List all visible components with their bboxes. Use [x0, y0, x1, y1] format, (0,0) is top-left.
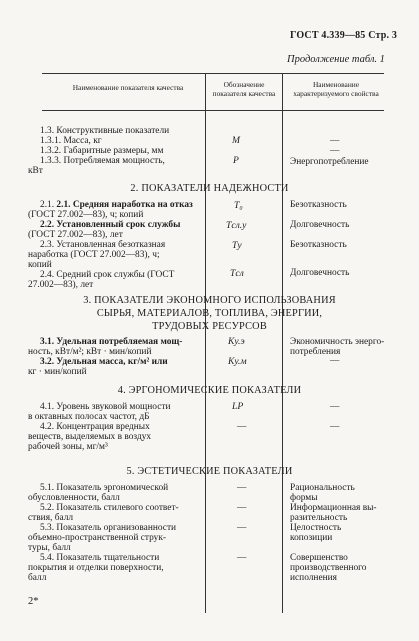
row-2-4-line2: 27.002—83), лет — [28, 280, 94, 290]
property-energy-economy-2: потребления — [290, 347, 341, 357]
row-1-3-3 — [40, 156, 200, 167]
symbol-failure-free: Tу — [232, 240, 242, 251]
table-top-rule — [42, 73, 384, 74]
row-3-2-line1: 3.2. Удельная масса, кг/м² или — [40, 357, 168, 367]
property-energy-economy-1: Экономичность энерго- — [290, 337, 385, 347]
row-2-3-line2: наработка (ГОСТ 27.002—83), ч; — [28, 250, 160, 260]
symbol-ergonomic-conditioning: — — [237, 483, 247, 493]
page-mark: 2* — [28, 596, 39, 607]
row-3-1-line1: 3.1. Удельная потребляемая мощ- — [40, 337, 183, 347]
property-power: Энергопотребление — [290, 157, 369, 167]
header-property-name: Наименование характеризуемого свойства — [293, 80, 379, 98]
row-2-1-line2: (ГОСТ 27.002—83), ч; копий — [28, 210, 144, 220]
symbol-sound-power: LP — [232, 401, 244, 412]
symbol-specific-power: Kу.э — [228, 336, 245, 347]
row-4-2-line3: рабочей зоны, мг/м³ — [28, 442, 108, 452]
row-4-1-line1: 4.1. Уровень звуковой мощности — [40, 402, 171, 412]
row-5-4-line2: покрытия и отделки поверхности, — [28, 563, 164, 573]
property-integrity-1: Целостность — [290, 523, 342, 533]
symbol-average-life: Tсл — [230, 268, 244, 279]
property-rationality-2: формы — [290, 493, 318, 503]
symbol-concentration: — — [237, 422, 247, 432]
row-1-3-1: 1.3.1. Масса, кг — [40, 136, 102, 146]
property-perfection-3: исполнения — [290, 573, 337, 583]
row-2-2-line1: 2.2. Установленный срок службы — [40, 220, 181, 230]
symbol-service-life: Tсл.у — [226, 220, 247, 231]
row-2-1-line1: 2.1. 2.1. Средняя наработка на отказ — [40, 200, 193, 210]
property-integrity-2: копозиции — [290, 533, 333, 543]
header-indicator-symbol: Обозначение показателя качества — [212, 80, 276, 98]
document-code: ГОСТ 4.339—85 Стр. 3 — [290, 30, 398, 41]
symbol-power: P — [233, 155, 239, 166]
row-5-3-line3: туры, балл — [28, 543, 71, 553]
section-title-economy-2: СЫРЬЯ, МАТЕРИАЛОВ, ТОПЛИВА, ЭНЕРГИИ, — [96, 308, 323, 319]
property-perfection-1: Совершенство — [290, 553, 348, 563]
symbol-mass: M — [232, 135, 240, 146]
section-title-aesthetic: 5. ЭСТЕТИЧЕСКИЕ ПОКАЗАТЕЛИ — [126, 466, 293, 477]
row-1-3: 1.3. Конструктивные показатели — [40, 126, 170, 136]
row-5-3-line1: 5.3. Показатель организованности — [40, 523, 177, 533]
symbol-specific-mass: Kу.м — [228, 356, 247, 367]
row-4-1-line2: в октавных полосах частот, дБ — [28, 412, 150, 422]
property-informativeness-2: разительность — [290, 513, 348, 523]
row-1-3-3-line1: 1.3.3. Потребляемая мощность, — [40, 156, 165, 166]
symbol-style: — — [237, 503, 247, 513]
property-size: — — [330, 146, 340, 156]
symbol-mtbf: T₀ — [234, 200, 243, 211]
table-header-rule — [42, 110, 384, 111]
property-rationality-1: Рациональность — [290, 483, 355, 493]
row-5-4-line1: 5.4. Показатель тщательности — [40, 553, 160, 563]
property-mass-economy: — — [330, 356, 340, 366]
symbol-organization: — — [237, 523, 247, 533]
row-5-2-line1: 5.2. Показатель стилевого соответ- — [40, 503, 179, 513]
column-divider-2 — [282, 73, 283, 613]
column-divider-1 — [205, 73, 206, 613]
row-5-3-line2: объемно-пространственной струк- — [28, 533, 167, 543]
property-durability-2: Долговечность — [290, 268, 350, 278]
row-4-2-line1: 4.2. Концентрация вредных — [40, 422, 150, 432]
property-sound: — — [330, 402, 340, 412]
row-3-1-line2: ность, кВт/м²; кВт · мин/копий — [28, 347, 152, 357]
property-perfection-2: производственного — [290, 563, 367, 573]
symbol-finish: — — [237, 553, 247, 563]
row-4-2-line2: веществ, выделяемых в воздух — [28, 432, 152, 442]
row-2-3-line3: копий — [28, 260, 52, 270]
row-1-3-3-unit: кВт — [28, 166, 43, 176]
section-title-economy-3: ТРУДОВЫХ РЕСУРСОВ — [152, 321, 267, 332]
section-title-reliability: 2. ПОКАЗАТЕЛИ НАДЕЖНОСТИ — [130, 183, 289, 194]
row-5-2-line2: ствия, балл — [28, 513, 74, 523]
row-2-4-line1: 2.4. Средний срок службы (ГОСТ — [40, 270, 175, 280]
property-informativeness-1: Информационная вы- — [290, 503, 377, 513]
row-5-4-line3: балл — [28, 573, 47, 583]
header-indicator-name: Наименование показателя качества — [72, 83, 184, 92]
row-5-1-line1: 5.1. Показатель эргономической — [40, 483, 169, 493]
property-reliability-2: Безотказность — [290, 240, 347, 250]
row-1-3-2: 1.3.2. Габаритные размеры, мм — [40, 146, 164, 156]
row-5-1-line2: обусловленности, балл — [28, 493, 120, 503]
property-reliability-1: Безотказность — [290, 200, 347, 210]
property-concentration: — — [330, 422, 340, 432]
table-continuation: Продолжение табл. 1 — [287, 54, 385, 65]
section-title-economy-1: 3. ПОКАЗАТЕЛИ ЭКОНОМНОГО ИСПОЛЬЗОВАНИЯ — [83, 295, 336, 306]
section-title-ergonomic: 4. ЭРГОНОМИЧЕСКИЕ ПОКАЗАТЕЛИ — [117, 385, 302, 396]
property-durability-1: Долговечность — [290, 220, 350, 230]
row-3-2-line2: кг · мин/копий — [28, 367, 87, 377]
row-2-2-line2: (ГОСТ 27.002—83), лет — [28, 230, 123, 240]
property-mass: — — [330, 136, 340, 146]
row-2-3-line1: 2.3. Установленная безотказная — [40, 240, 166, 250]
